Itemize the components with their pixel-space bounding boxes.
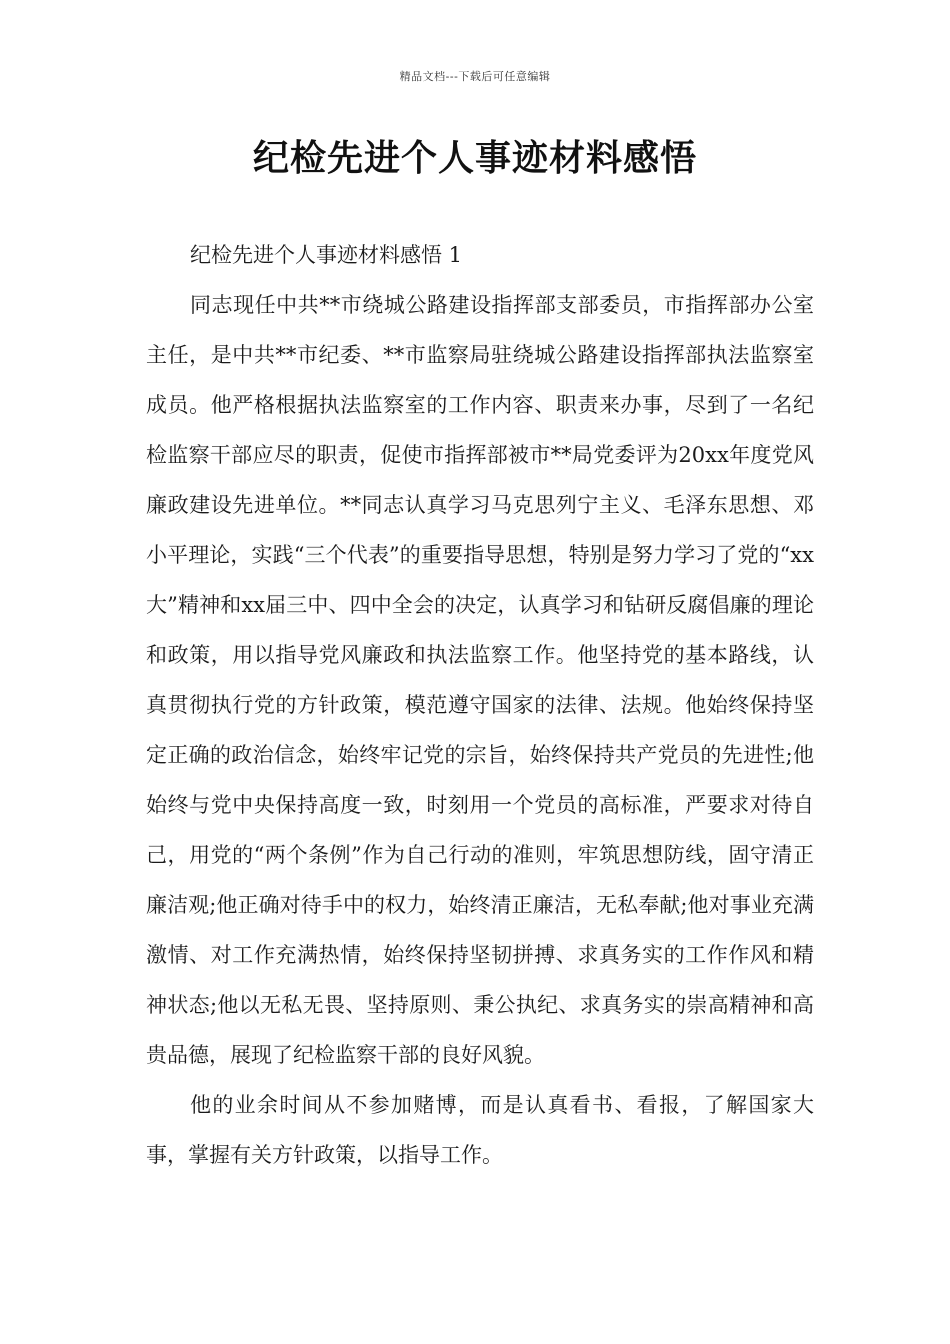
document-title: 纪检先进个人事迹材料感悟 (252, 138, 697, 179)
paragraph-1: 同志现任中共**市绕城公路建设指挥部支部委员，市指挥部办公室主任，是中共**市纪委、**市监察局驻绕城公路建设指挥部执法监察室成员。他严格根据执法监察室的工作内容、职责来办事，尽到了一名纪检监察干部应尽的职责，促使市指挥部被市**局党委评为20xx年度党风廉政建设先进单位。**同志认真学习马克思列宁主义、毛泽东思想、邓小平理论，实践“三个代表”的重要指导思想，特别是努力学习了党的“xx大”精神和xx届三中、四中全会的决定，认真学习和钻研反腐倡廉的理论和政策，用以指导党风廉政和执法监察工作。他坚持党的基本路线，认真贯彻执行党的方针政策，模范遵守国家的法律、法规。他始终保持坚定正确的政治信念，始终牢记党的宗旨，始终保持共产党员的先进性;他始终与党中央保持高度一致，时刻用一个党员的高标准，严要求对待自己，用党的“两个条例”作为自己行动的准则，牢筑思想防线，固守清正廉洁观;他正确对待手中的权力，始终清正廉洁，无私奉献;他对事业充满激情、对工作充满热情，始终保持坚韧拼搏、求真务实的工作作风和精神状态;他以无私无畏、坚持原则、秉公执纪、求真务实的崇高精神和高贵品德，展现了纪检监察干部的良好风貌。 (146, 293, 814, 1067)
section-heading: 纪检先进个人事迹材料感悟 1 (190, 243, 463, 267)
document-body (146, 230, 814, 1180)
header-note: 精品文档---下载后可任意编辑 (399, 70, 551, 83)
paragraph-2: 他的业余时间从不参加赌博，而是认真看书、看报，了解国家大事，掌握有关方针政策，以指导工作。 (146, 1093, 814, 1167)
